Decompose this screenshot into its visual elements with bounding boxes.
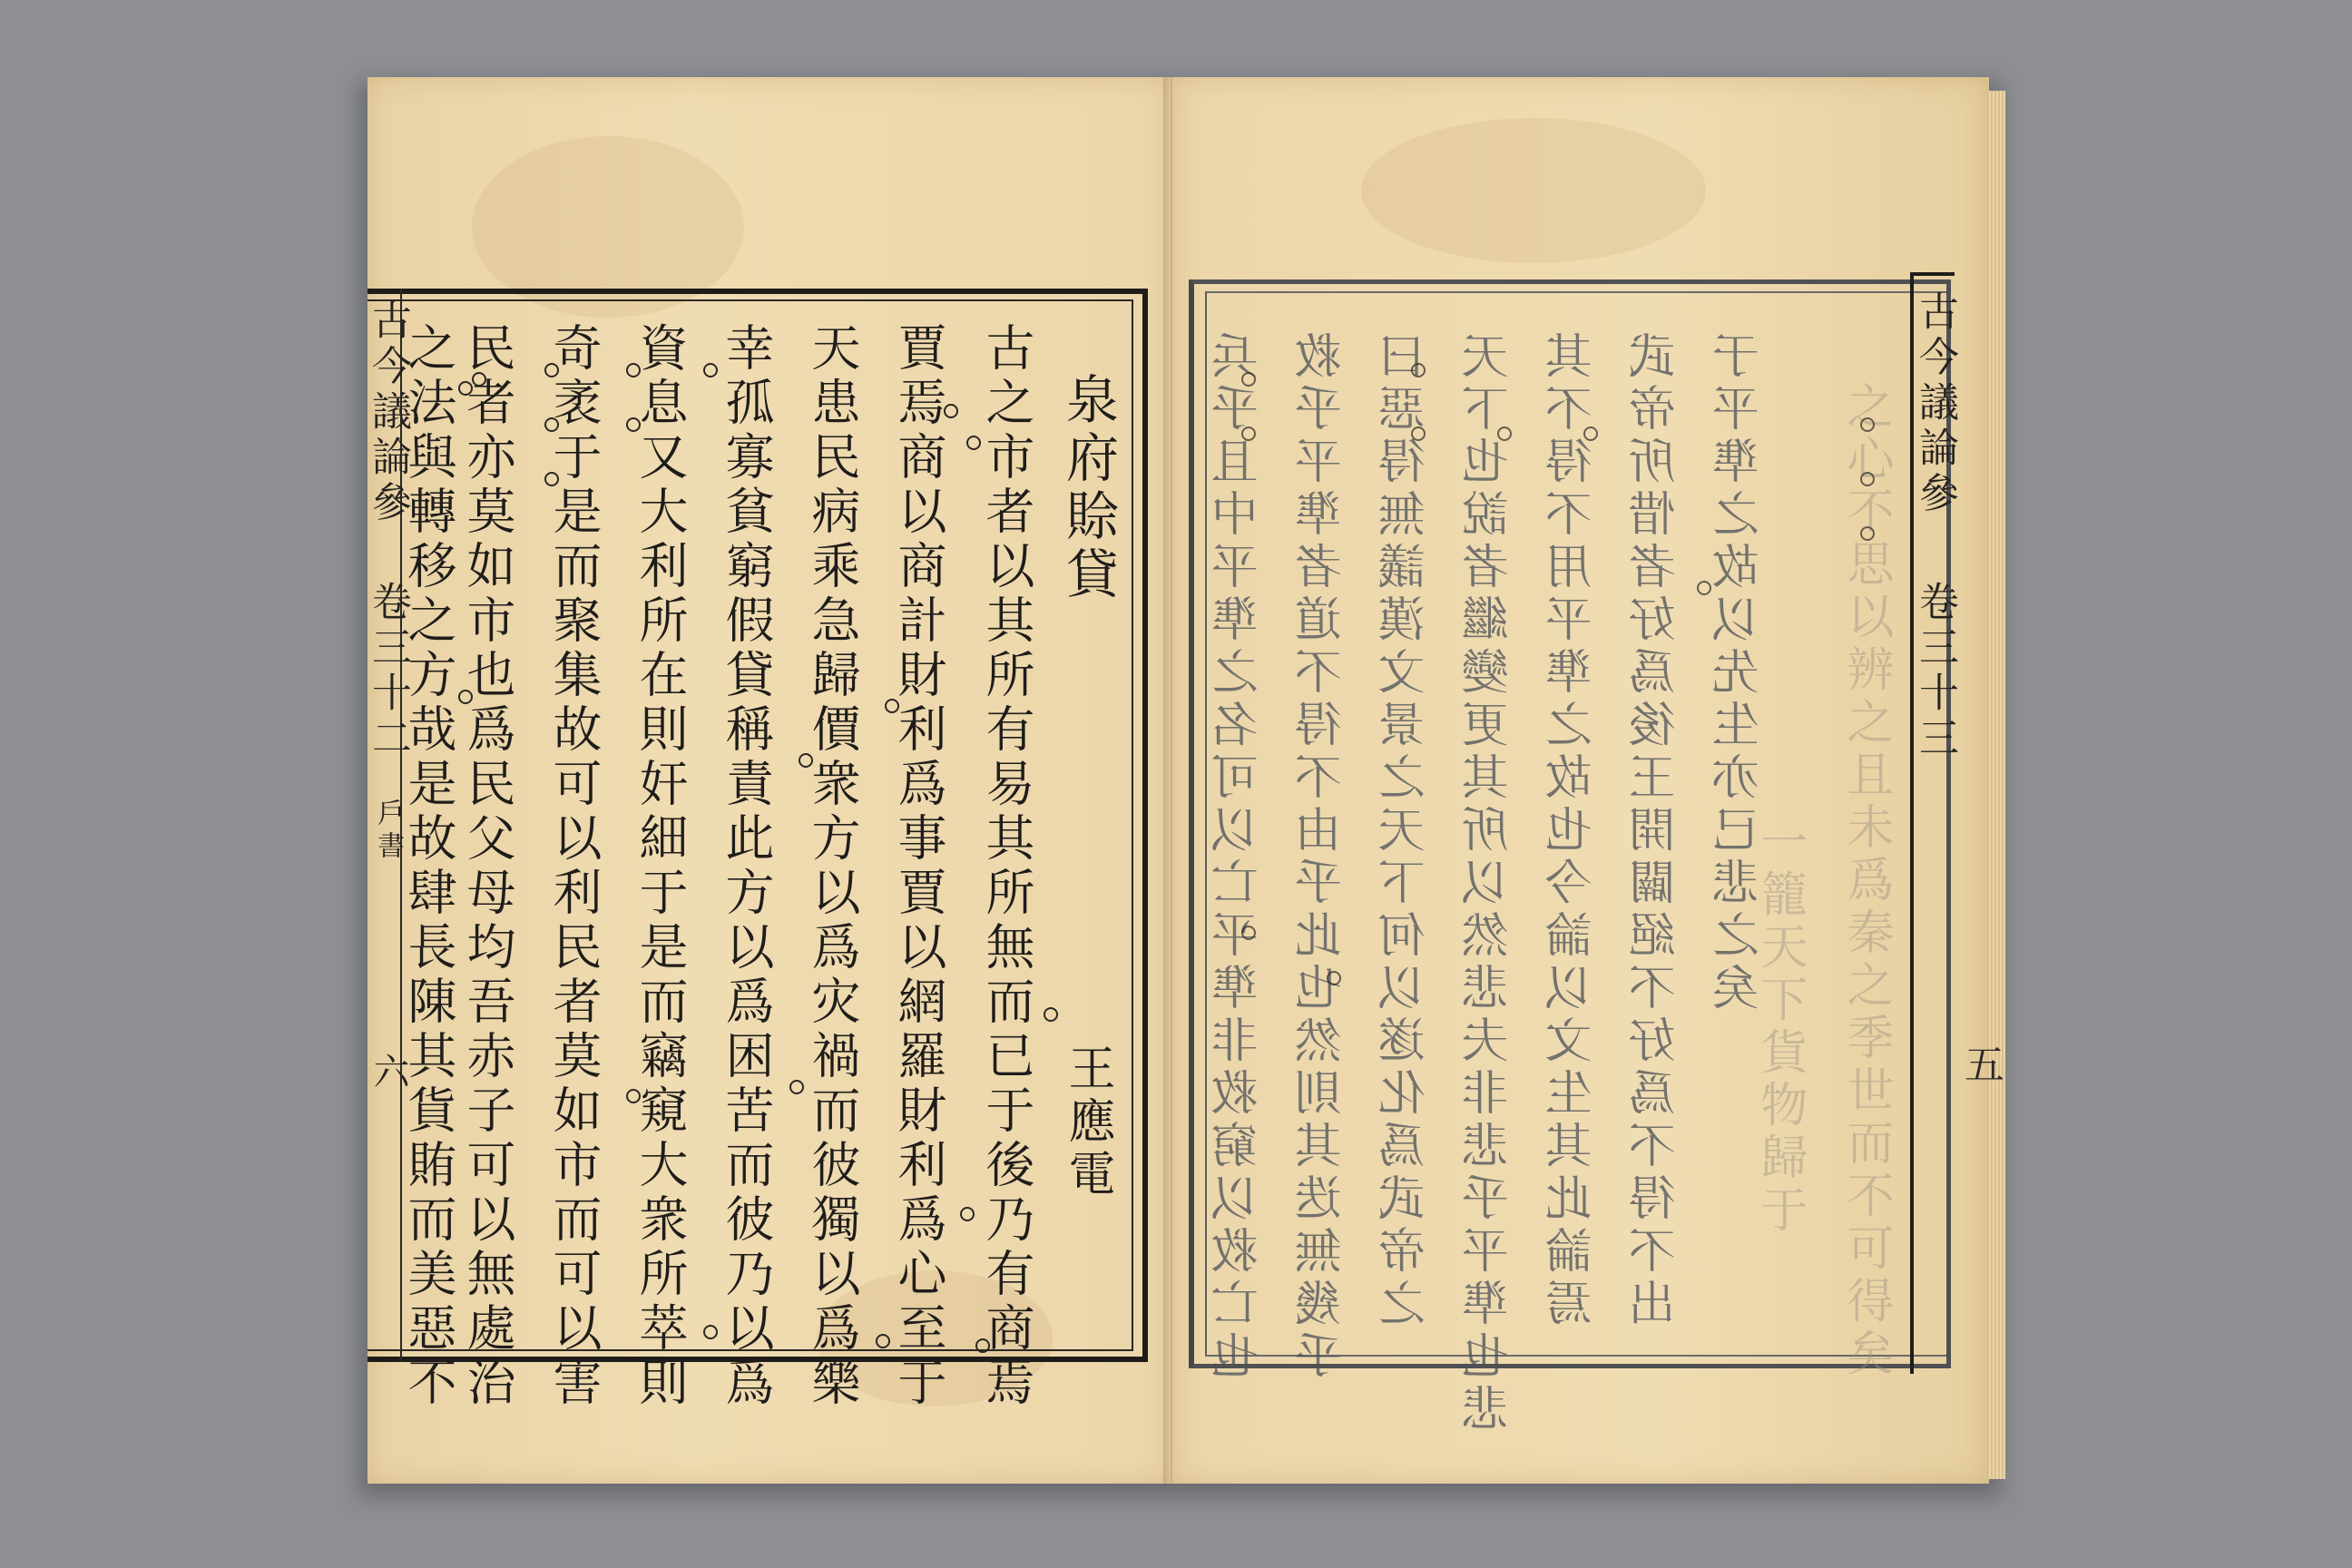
punctuation-circle [458,690,473,704]
right-banxin-folio: 五 [1957,1044,2004,1089]
text-column: 天患民病乘急歸價衆方以爲灾禍而彼獨以爲樂 [804,322,861,1411]
text-column: 民者亦莫如市也爲民父母均吾赤子可以無處治 [459,322,516,1411]
punctuation-circle [1327,971,1341,985]
punctuation-circle [703,363,718,377]
right-banxin-volume: 卷三十三 [1912,581,1958,762]
punctuation-circle [544,363,559,377]
text-column: 奇袤于是而聚集故可以利民者莫如市而可以害 [545,322,603,1411]
text-column: 武帝所惜者好爲後王開闢絕不好爲不得不出 [1630,331,1684,1331]
punctuation-circle [966,436,981,450]
text-column: 于平準之故以先生亦已悲之矣 [1713,331,1768,1015]
article-heading: 泉府賒貸 [1057,372,1119,604]
punctuation-circle [544,417,559,432]
text-column: 天下也說者繼變更其所以然悲夫非悲乎平準也悲 [1463,331,1517,1436]
left-banxin-book-title: 古今議論參 [365,299,411,526]
text-column: 曰惡得無議漢文景之天下何以遂化爲武帝之 [1379,331,1434,1331]
punctuation-circle [975,1338,990,1353]
punctuation-circle [960,1207,975,1221]
text-column: 古之市者以其所有易其所無而已于後乃有商焉 [978,322,1035,1411]
punctuation-circle [1044,1007,1058,1022]
text-column: 之法與轉移之方哉是故肆長陳其貨賄而美惡不 [400,322,457,1411]
punctuation-circle [1411,426,1426,441]
punctuation-circle [944,404,958,418]
punctuation-circle [1241,926,1256,940]
punctuation-circle [885,699,899,713]
punctuation-circle [472,372,486,387]
left-banxin-volume: 卷三十二 [365,581,411,762]
page-edges [1987,91,2005,1479]
punctuation-circle [544,472,559,486]
punctuation-circle [1860,526,1875,541]
text-column: 救乎平準者道不得不由乎此也然則其迭無幾乎 [1296,331,1350,1384]
punctuation-circle [876,1334,890,1348]
text-column: 資息又大利所在則奸細于是而竊窺大衆所萃則 [632,322,689,1411]
punctuation-circle [799,753,813,768]
punctuation-circle [789,1080,804,1094]
punctuation-circle [703,1325,718,1339]
punctuation-circle [626,363,641,377]
punctuation-circle [1497,426,1512,441]
paper-stain [1361,118,1706,263]
right-banxin-book-title: 古今議論參 [1912,290,1958,517]
punctuation-circle [1241,426,1256,441]
punctuation-circle [626,1089,641,1103]
punctuation-circle [1697,581,1711,595]
punctuation-circle [1411,363,1426,377]
ghost-text-column: 一籠天下貨物歸于 [1752,817,1807,1238]
text-column: 賈焉商以商計財利爲事賈以網羅財利爲心至于 [890,322,947,1411]
punctuation-circle [458,381,473,396]
punctuation-circle [626,417,641,432]
ghost-text-column: 之心不思以辨之且未爲秦之季世而不可得矣 [1838,381,1893,1381]
left-banxin-folio: 六 [368,1053,409,1094]
punctuation-circle [1241,372,1256,387]
text-column: 幸孤寡貧窮假貸稱責此方以爲困苦而彼乃以爲 [718,322,775,1411]
punctuation-circle [1860,472,1875,486]
text-column: 兵乎且中平準之名可以亡平準非救窮以救亡也 [1212,331,1267,1384]
article-author: 王應電 [1060,1044,1114,1201]
text-column: 其不得不用平準之故也今論以文生其此論焉 [1546,331,1601,1331]
left-banxin-section: 戶書 [372,799,404,864]
punctuation-circle [1860,417,1875,432]
punctuation-circle [1583,426,1598,441]
